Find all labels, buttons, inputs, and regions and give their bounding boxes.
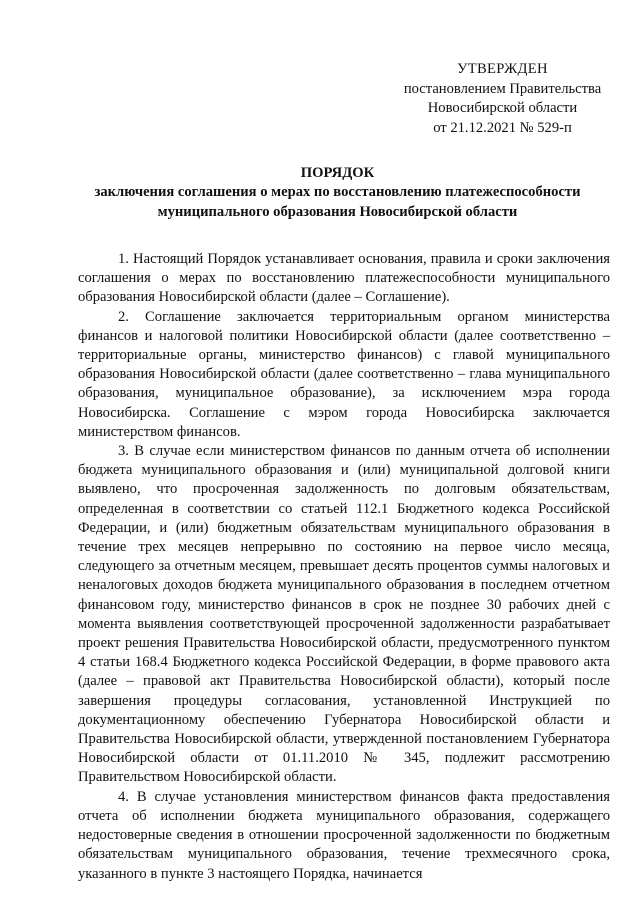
approval-line-3: от 21.12.2021 № 529-п (433, 119, 572, 136)
paragraph-3: 3. В случае если министерством финансов по данным отчета об исполнении бюджета муниципального образования и (или) муниципальной долговой книги выявлено, что просроченная задолженность по долговым обязательствам, определенная в соответствии со статьей 112.1 Бюджетного кодекса Российской Федерации, и (или) бюджетным обязательствам муниципального образования в течение трех месяцев непрерывно по состоянию на первое число месяца, следующего за отчетным месяцем, превышает десять процентов суммы налоговых и неналоговых доходов бюджета муниципального образования в последнем отчетном финансовом году, министерство финансов в срок не позднее 30 рабочих дней с момента выявления соответствующей просроченной задолженности разрабатывает проект решения Правительства Новосибирской области, предусмотренного пунктом 4 статьи 168.4 Бюджетного кодекса Российской Федерации, в форме правового акта (далее – правовой акт Правительства Новосибирской области), который после завершения процедуры согласования, установленной Инструкцией по документационному обеспечению Губернатора Новосибирской области и Правительства Новосибирской области, утвержденной постановлением Губернатора Новосибирской области от 01.11.2010 № 345, подлежит рассмотрению Правительством Новосибирской области. (78, 443, 610, 786)
approval-line-1: постановлением Правительства (403, 80, 602, 97)
approval-line-2: Новосибирской области (427, 100, 578, 117)
document-body (78, 250, 610, 884)
paragraph-4: 4. В случае установления министерством финансов факта предоставления отчета об исполнении бюджета муниципального образования, содержащего недостоверные сведения в отношении просроченной задолженности по бюджетным обязательствам муниципального образования, течение трехмесячного срока, указанного в пункте 3 настоящего Порядка, начинается (78, 788, 610, 882)
approval-title: УТВЕРЖДЕН (457, 61, 548, 77)
document-subtitle-line-2: муниципального образования Новосибирской области (157, 203, 518, 220)
document-title: ПОРЯДОК (300, 165, 375, 181)
document-subtitle-line-1: заключения соглашения о мерах по восстановлению платежеспособности (94, 184, 581, 201)
document-heading (60, 164, 615, 222)
paragraph-1: 1. Настоящий Порядок устанавливает основания, правила и сроки заключения соглашения о мерах по восстановлению платежеспособности муниципального образования Новосибирской области (далее – Соглашение). (78, 251, 610, 306)
approval-stamp (385, 60, 620, 138)
paragraph-2: 2. Соглашение заключается территориальным органом министерства финансов и налоговой политики Новосибирской области (далее соответственно – территориальные органы, министерство финансов) с главой муниципального образования Новосибирской области (далее соответственно – глава муниципального образования, муниципальное образование), за исключением мэра города Новосибирска. Соглашение с мэром города Новосибирска заключается министерством финансов. (78, 308, 610, 440)
